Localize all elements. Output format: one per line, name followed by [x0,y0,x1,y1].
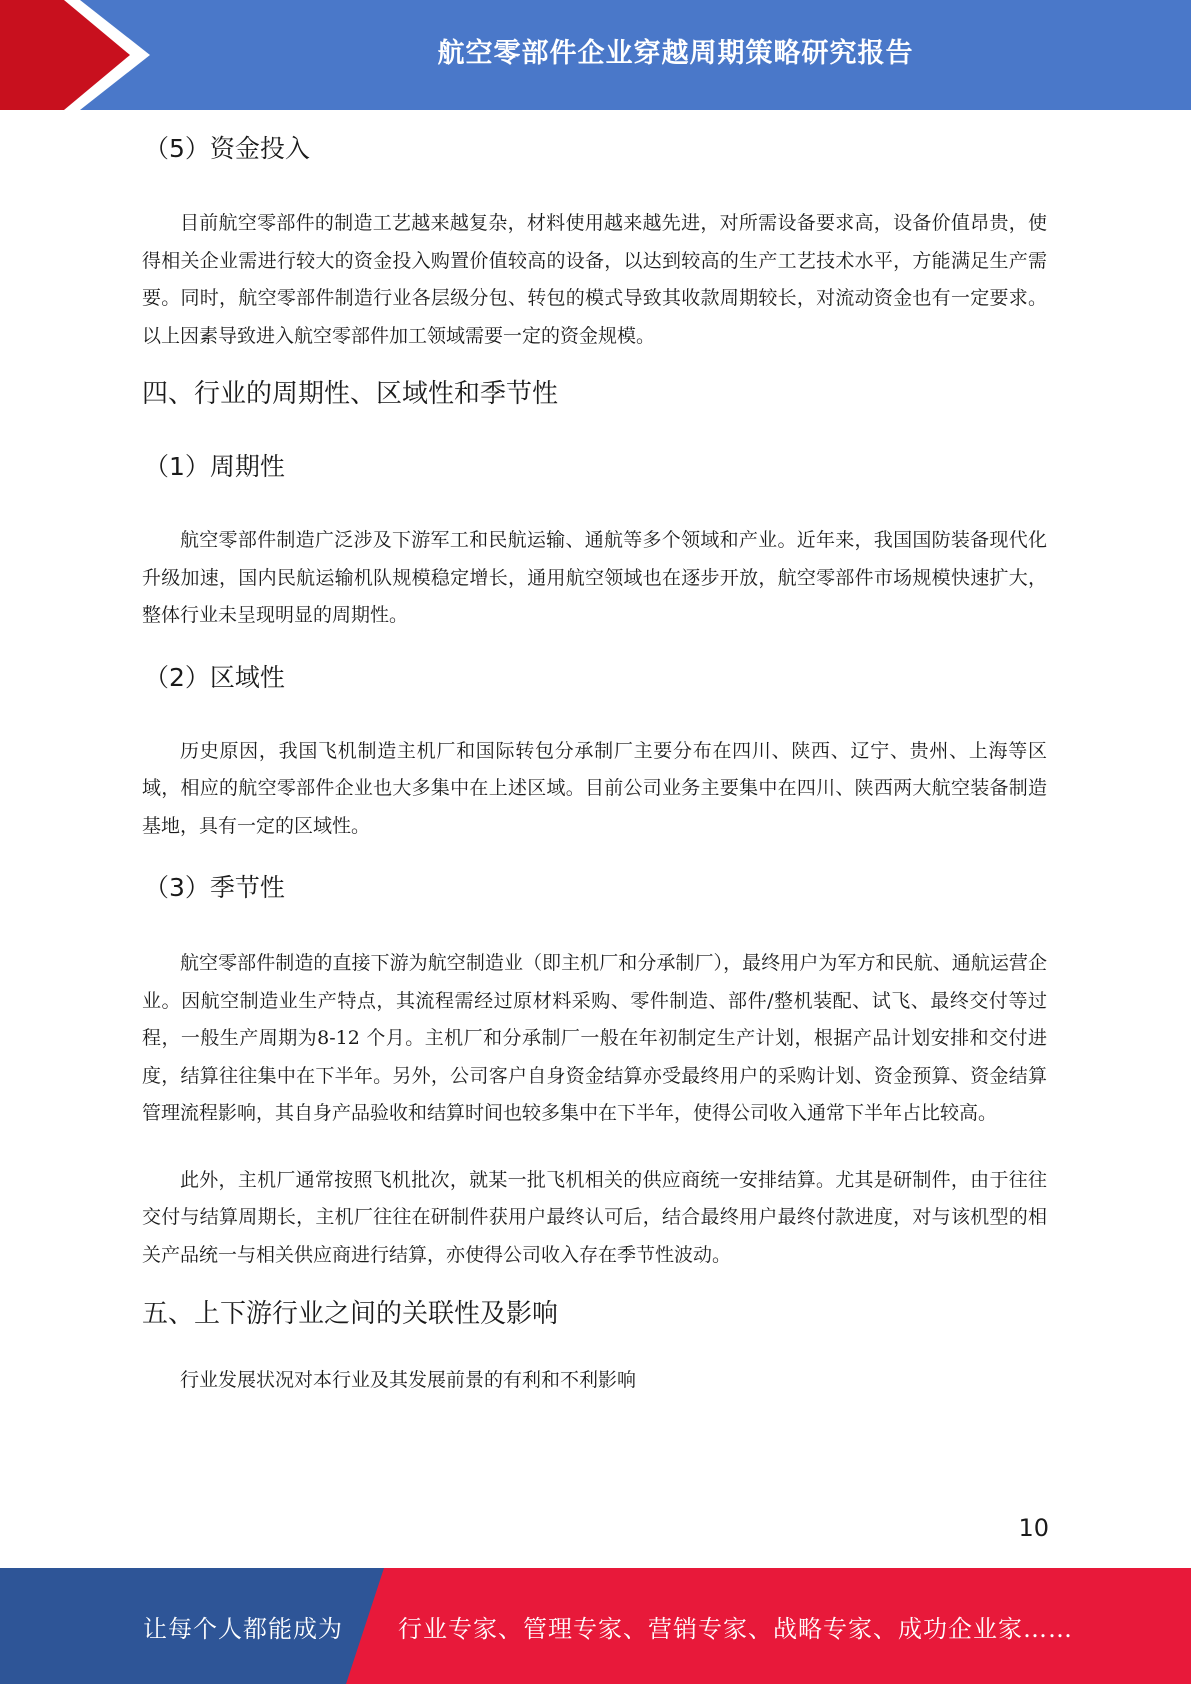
paragraph-settlement: 此外，主机厂通常按照飞机批次，就某一批飞机相关的供应商统一安排结算。尤其是研制件，由于往往交付与结算周期长，主机厂往往在研制件获用户最终认可后，结合最终用户最终付款进度，对与该机型的相关产品统一与相关供应商进行结算，亦使得公司收入存在季节性波动。 [142,1168,1047,1266]
paragraph-seasonality: 航空零部件制造的直接下游为航空制造业（即主机厂和分承制厂），最终用户为军方和民航、通航运营企业。因航空制造业生产特点，其流程需经过原材料采购、零件制造、部件/整机装配、试飞、最终交付等过程，一般生产周期为8-12 个月。主机厂和分承制厂一般在年初制定生产计划，根据产品计划安排和交付进度，结算往往集中在下半年。另外，公司客户自身资金结算亦受最终用户的采购计划、资金预算、资金结算管理流程影响，其自身产品验收和结算时间也较多集中在下半年，使得公司收入通常下半年占比较高。 [142,952,1047,1124]
page-header [0,0,1191,110]
paragraph-capital: 目前航空零部件的制造工艺越来越复杂，材料使用越来越先进，对所需设备要求高，设备价值昂贵，使得相关企业需进行较大的资金投入购置价值较高的设备，以达到较高的生产工艺技术水平，方能满足生产需要。同时，航空零部件制造行业各层级分包、转包的模式导致其收款周期较长，对流动资金也有一定要求。以上因素导致进入航空零部件加工领域需要一定的资金规模。 [142,212,1047,347]
section-heading-regionality: （2）区域性 [144,662,285,692]
paragraph-regionality: 历史原因，我国飞机制造主机厂和国际转包分承制厂主要分布在四川、陕西、辽宁、贵州、上海等区域，相应的航空零部件企业也大多集中在上述区域。目前公司业务主要集中在四川、陕西两大航空装备制造基地，具有一定的区域性。 [142,739,1047,837]
document-body [142,125,1047,1400]
paragraph-cyclicality: 航空零部件制造广泛涉及下游军工和民航运输、通航等多个领域和产业。近年来，我国国防装备现代化升级加速，国内民航运输机队规模稳定增长，通用航空领域也在逐步开放，航空零部件市场规模快速扩大，整体行业未呈现明显的周期性。 [142,529,1047,626]
section-heading-capital: （5）资金投入 [144,134,310,163]
page-footer [0,1568,1191,1684]
section-heading-seasonality: （3）季节性 [144,873,285,902]
footer-slogan-left: 让每个人都能成为 [143,1614,343,1643]
footer-slogan-right: 行业专家、管理专家、营销专家、战略专家、成功企业家…… [398,1614,1073,1643]
document-title: 航空零部件企业穿越周期策略研究报告 [437,37,914,69]
chapter-heading-four: 四、行业的周期性、区域性和季节性 [142,379,559,409]
section-heading-cyclicality: （1）周期性 [144,452,285,481]
paragraph-industry-impact: 行业发展状况对本行业及其发展前景的有利和不利影响 [180,1369,637,1391]
page-number: 10 [1018,1514,1049,1542]
chapter-heading-five: 五、上下游行业之间的关联性及影响 [142,1299,559,1329]
